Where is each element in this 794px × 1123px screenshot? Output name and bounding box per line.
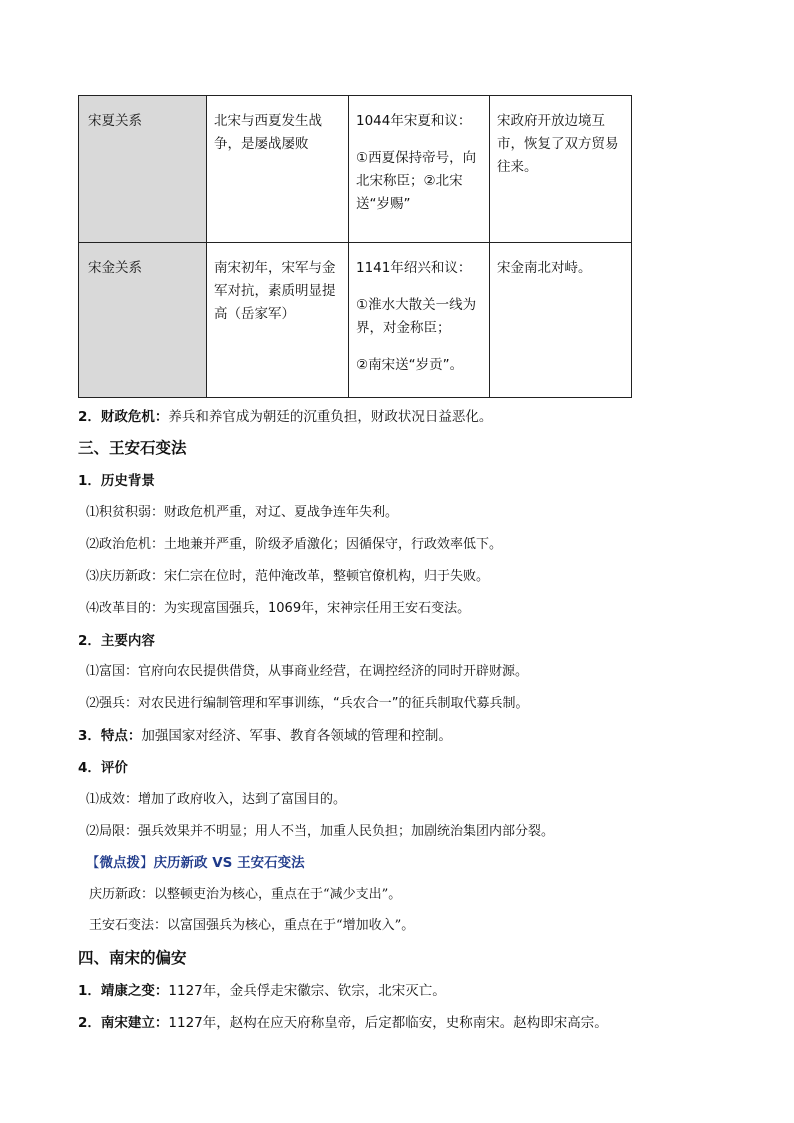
cell-text: 北宋与西夏发生战争，是屡战屡败: [214, 113, 322, 152]
row-header-cell: [79, 243, 207, 398]
section-heading: 三、王安石变法: [78, 439, 187, 457]
row-header: 宋金关系: [88, 260, 142, 276]
table-cell: [490, 243, 632, 398]
table-cell: [349, 243, 490, 398]
paragraph: ⑴积贫积弱：财政危机严重，对辽、夏战争连年失利。: [86, 505, 399, 520]
cell-text: 1044年宋夏和议：: [356, 113, 472, 129]
paragraph: ⑷改革目的：为实现富国强兵，1069年，宋神宗任用王安石变法。: [86, 601, 471, 616]
cell-text: ①西夏保持帝号，向北宋称臣；②北宋送“岁赐”: [356, 150, 477, 212]
item-text: 加强国家对经济、军事、教育各领域的管理和控制。: [141, 728, 452, 744]
cell-text: 宋金南北对峙。: [497, 260, 592, 276]
tip-heading: [86, 851, 305, 871]
paragraph: [78, 405, 492, 425]
tip-label: 微点拨: [99, 855, 140, 871]
paragraph: ⑴成效：增加了政府收入，达到了富国目的。: [86, 792, 347, 807]
row-header: 宋夏关系: [88, 113, 142, 129]
item-text: 1127年，赵构在应天府称皇帝，后定都临安，史称南宋。赵构即宋高宗。: [168, 1015, 608, 1031]
item-text: 1127年，金兵俘走宋徽宗、钦宗，北宋灭亡。: [168, 983, 446, 999]
subheading: 4．评价: [78, 760, 128, 776]
cell-text: 1141年绍兴和议：: [356, 260, 472, 276]
paragraph: ⑵强兵：对农民进行编制管理和军事训练，“兵农合一”的征兵制取代募兵制。: [86, 696, 529, 711]
table-row: [79, 96, 632, 243]
paragraph: [78, 724, 452, 744]
bracket-close: 】: [140, 855, 154, 871]
item-label: 2．财政危机：: [78, 409, 169, 425]
tip-line: 庆历新政：以整顿吏治为核心，重点在于“减少支出”。: [89, 887, 402, 902]
cell-text: 南宋初年，宋军与金军对抗，素质明显提高（岳家军）: [214, 260, 336, 322]
subheading: 1．历史背景: [78, 473, 155, 489]
table-row: [79, 243, 632, 398]
item-label: 2．南宋建立：: [78, 1015, 169, 1031]
cell-text: 宋政府开放边境互市，恢复了双方贸易往来。: [497, 113, 619, 175]
item-label: 3．特点：: [78, 728, 142, 744]
paragraph: [78, 979, 446, 999]
item-text: 养兵和养官成为朝廷的沉重负担，财政状况日益恶化。: [168, 409, 493, 425]
table-cell: [349, 96, 490, 243]
paragraph: ⑵政治危机：土地兼并严重，阶级矛盾激化；因循保守，行政效率低下。: [86, 537, 503, 552]
section-heading: 四、南宋的偏安: [78, 949, 187, 967]
subheading: 2．主要内容: [78, 633, 155, 649]
bracket-open: 【: [86, 855, 100, 871]
paragraph: ⑶庆历新政：宋仁宗在位时，范仲淹改革，整顿官僚机构，归于失败。: [86, 569, 490, 584]
cell-text: ②南宋送“岁贡”。: [356, 357, 464, 373]
tip-line: 王安石变法：以富国强兵为核心，重点在于“增加收入”。: [89, 918, 415, 933]
row-header-cell: [79, 96, 207, 243]
table-cell: [207, 243, 349, 398]
paragraph: ⑴富国：官府向农民提供借贷，从事商业经营，在调控经济的同时开辟财源。: [86, 664, 529, 679]
relations-table: [78, 95, 632, 398]
tip-title: 庆历新政 VS 王安石变法: [153, 855, 305, 871]
paragraph: ⑵局限：强兵效果并不明显；用人不当，加重人民负担；加剧统治集团内部分裂。: [86, 824, 555, 839]
table-cell: [490, 96, 632, 243]
item-label: 1．靖康之变：: [78, 983, 169, 999]
paragraph: [78, 1011, 608, 1031]
table-cell: [207, 96, 349, 243]
cell-text: ①淮水大散关一线为界，对金称臣；: [356, 297, 477, 336]
